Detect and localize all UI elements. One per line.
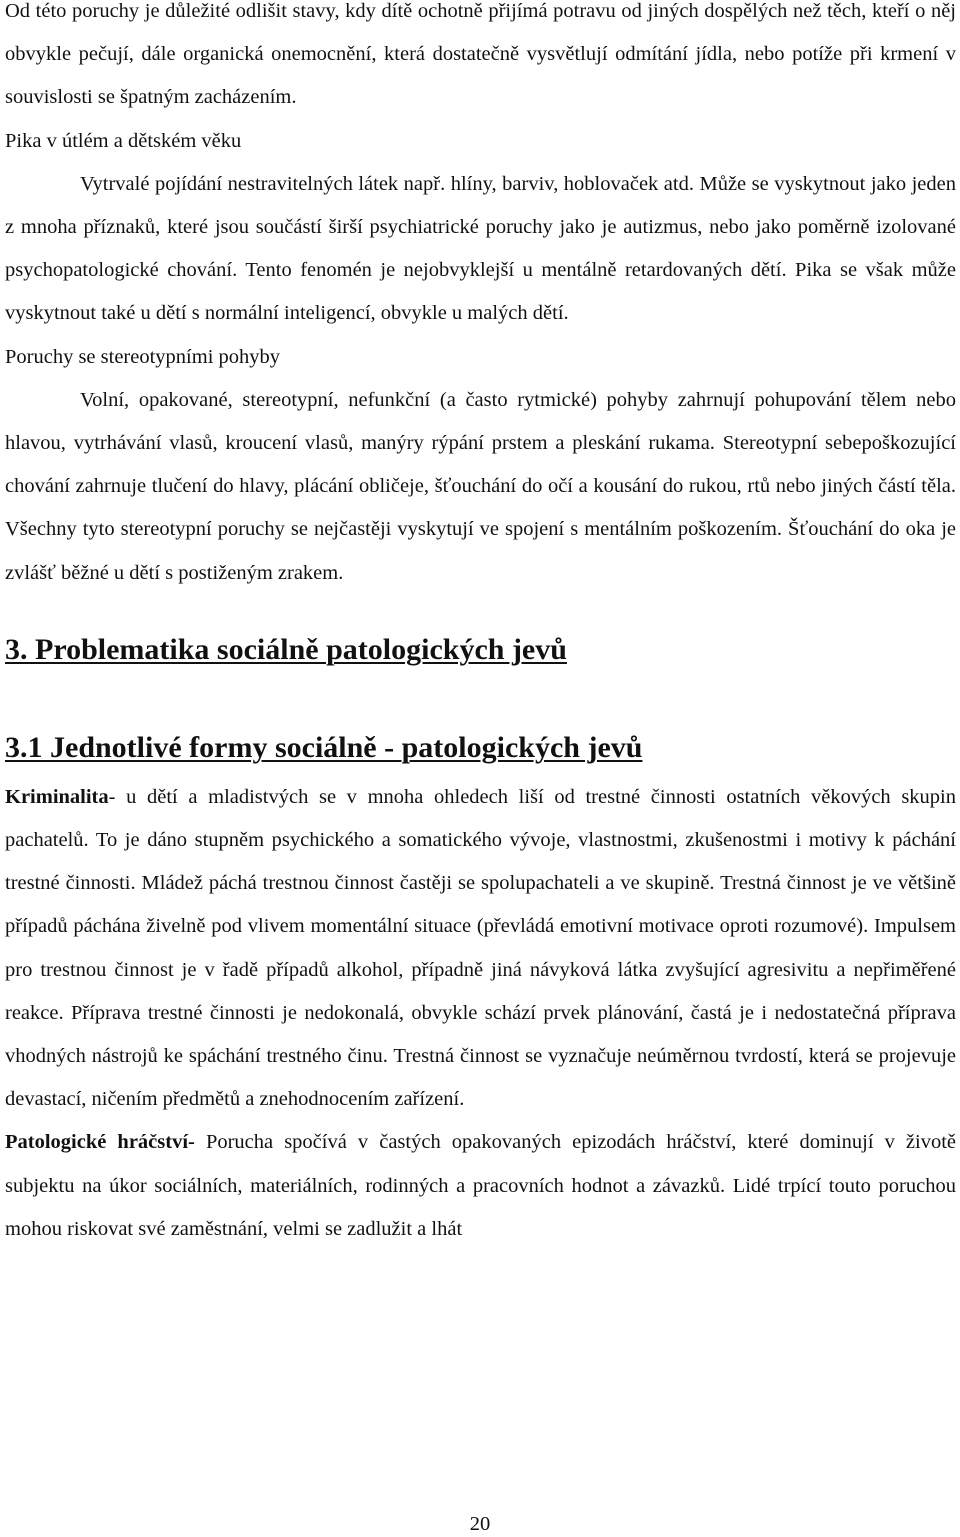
term-criminality: Kriminalita (5, 785, 109, 808)
paragraph-criminality (5, 776, 956, 1122)
chapter-heading: 3. Problematika sociálně patologických jevů (5, 632, 567, 666)
paragraph-pica: Vytrvalé pojídání nestravitelných látek např. hlíny, barviv, hoblovaček atd. Může se vyskytnout jako jeden z mnoha příznaků, které jsou součástí širší psychiatrické poruchy jako je autizmus, nebo jako poměrně izolované psychopatologické chování. Tento fenomén je nejobvyklejší u mentálně retardovaných dětí. Pika se však může vyskytnout také u dětí s normální inteligencí, obvykle u malých dětí. (5, 172, 956, 325)
page-number: 20 (469, 1513, 491, 1535)
subheading-pica: Pika v útlém a dětském věku (5, 129, 242, 152)
subheading-stereotypic-movements: Poruchy se stereotypními pohyby (5, 345, 281, 368)
paragraph-eating-disorder: Od této poruchy je důležité odlišit stavy, kdy dítě ochotně přijímá potravu od jiných dospělých než těch, kteří o něj obvykle pečují, dále organická onemocnění, která dostatečně vysvětlují odmítání jídla, nebo potíže při krmení v souvislosti se špatným zacházením. (5, 0, 956, 109)
criminality-text: - u dětí a mladistvých se v mnoha ohledech liší od trestné činnosti ostatních věkových skupin pachatelů. To je dáno stupněm psychického a somatického vývoje, vlastnostmi, zkušenostmi i motivy k páchání trestné činnosti. Mládež páchá trestnou činnost častěji se spolupachateli a ve skupině. Trestná činnost je ve většině případů páchána živelně pod vlivem momentální situace (převládá emotivní motivace oproti rozumové). Impulsem pro trestnou činnost je v řadě případů alkohol, případně jiná návyková látka zvyšující agresivitu a nepřiměřené reakce. Příprava trestné činnosti je nedokonalá, obvykle schází prvek plánování, častá je i nedostatečná příprava vhodných nástrojů ke spáchání trestného činu. Trestná činnost se vyznačuje neúměrnou tvrdostí, která se projevuje devastací, ničením předmětů a znehodnocením zařízení. (5, 785, 956, 1111)
gambling-text: Porucha spočívá v častých opakovaných epizodách hráčství, které dominují v životě subjektu na úkor sociálních, materiálních, rodinných a pracovních hodnot a závazků. Lidé trpící touto poruchou mohou riskovat své zaměstnání, velmi se zadlužit a lhát (5, 1131, 957, 1240)
term-gambling: Patologické hráčství- (5, 1131, 195, 1154)
section-heading: 3.1 Jednotlivé formy sociálně - patologických jevů (5, 730, 643, 764)
document-page (5, 0, 956, 1251)
paragraph-stereotypic-movements: Volní, opakované, stereotypní, nefunkční (a často rytmické) pohyby zahrnují pohupování tělem nebo hlavou, vytrhávání vlasů, kroucení vlasů, manýry rýpání prstem a pleskání rukama. Stereotypní sebepoškozující chování zahrnuje tlučení do hlavy, plácání obličeje, šťouchání do očí a kousání do rukou, rtů nebo jiných částí těla. Všechny tyto stereotypní poruchy se nejčastěji vyskytují ve spojení s mentálním poškozením. Šťouchání do oka je zvlášť běžné u dětí s postiženým zrakem. (5, 388, 956, 584)
paragraph-gambling (5, 1121, 956, 1251)
